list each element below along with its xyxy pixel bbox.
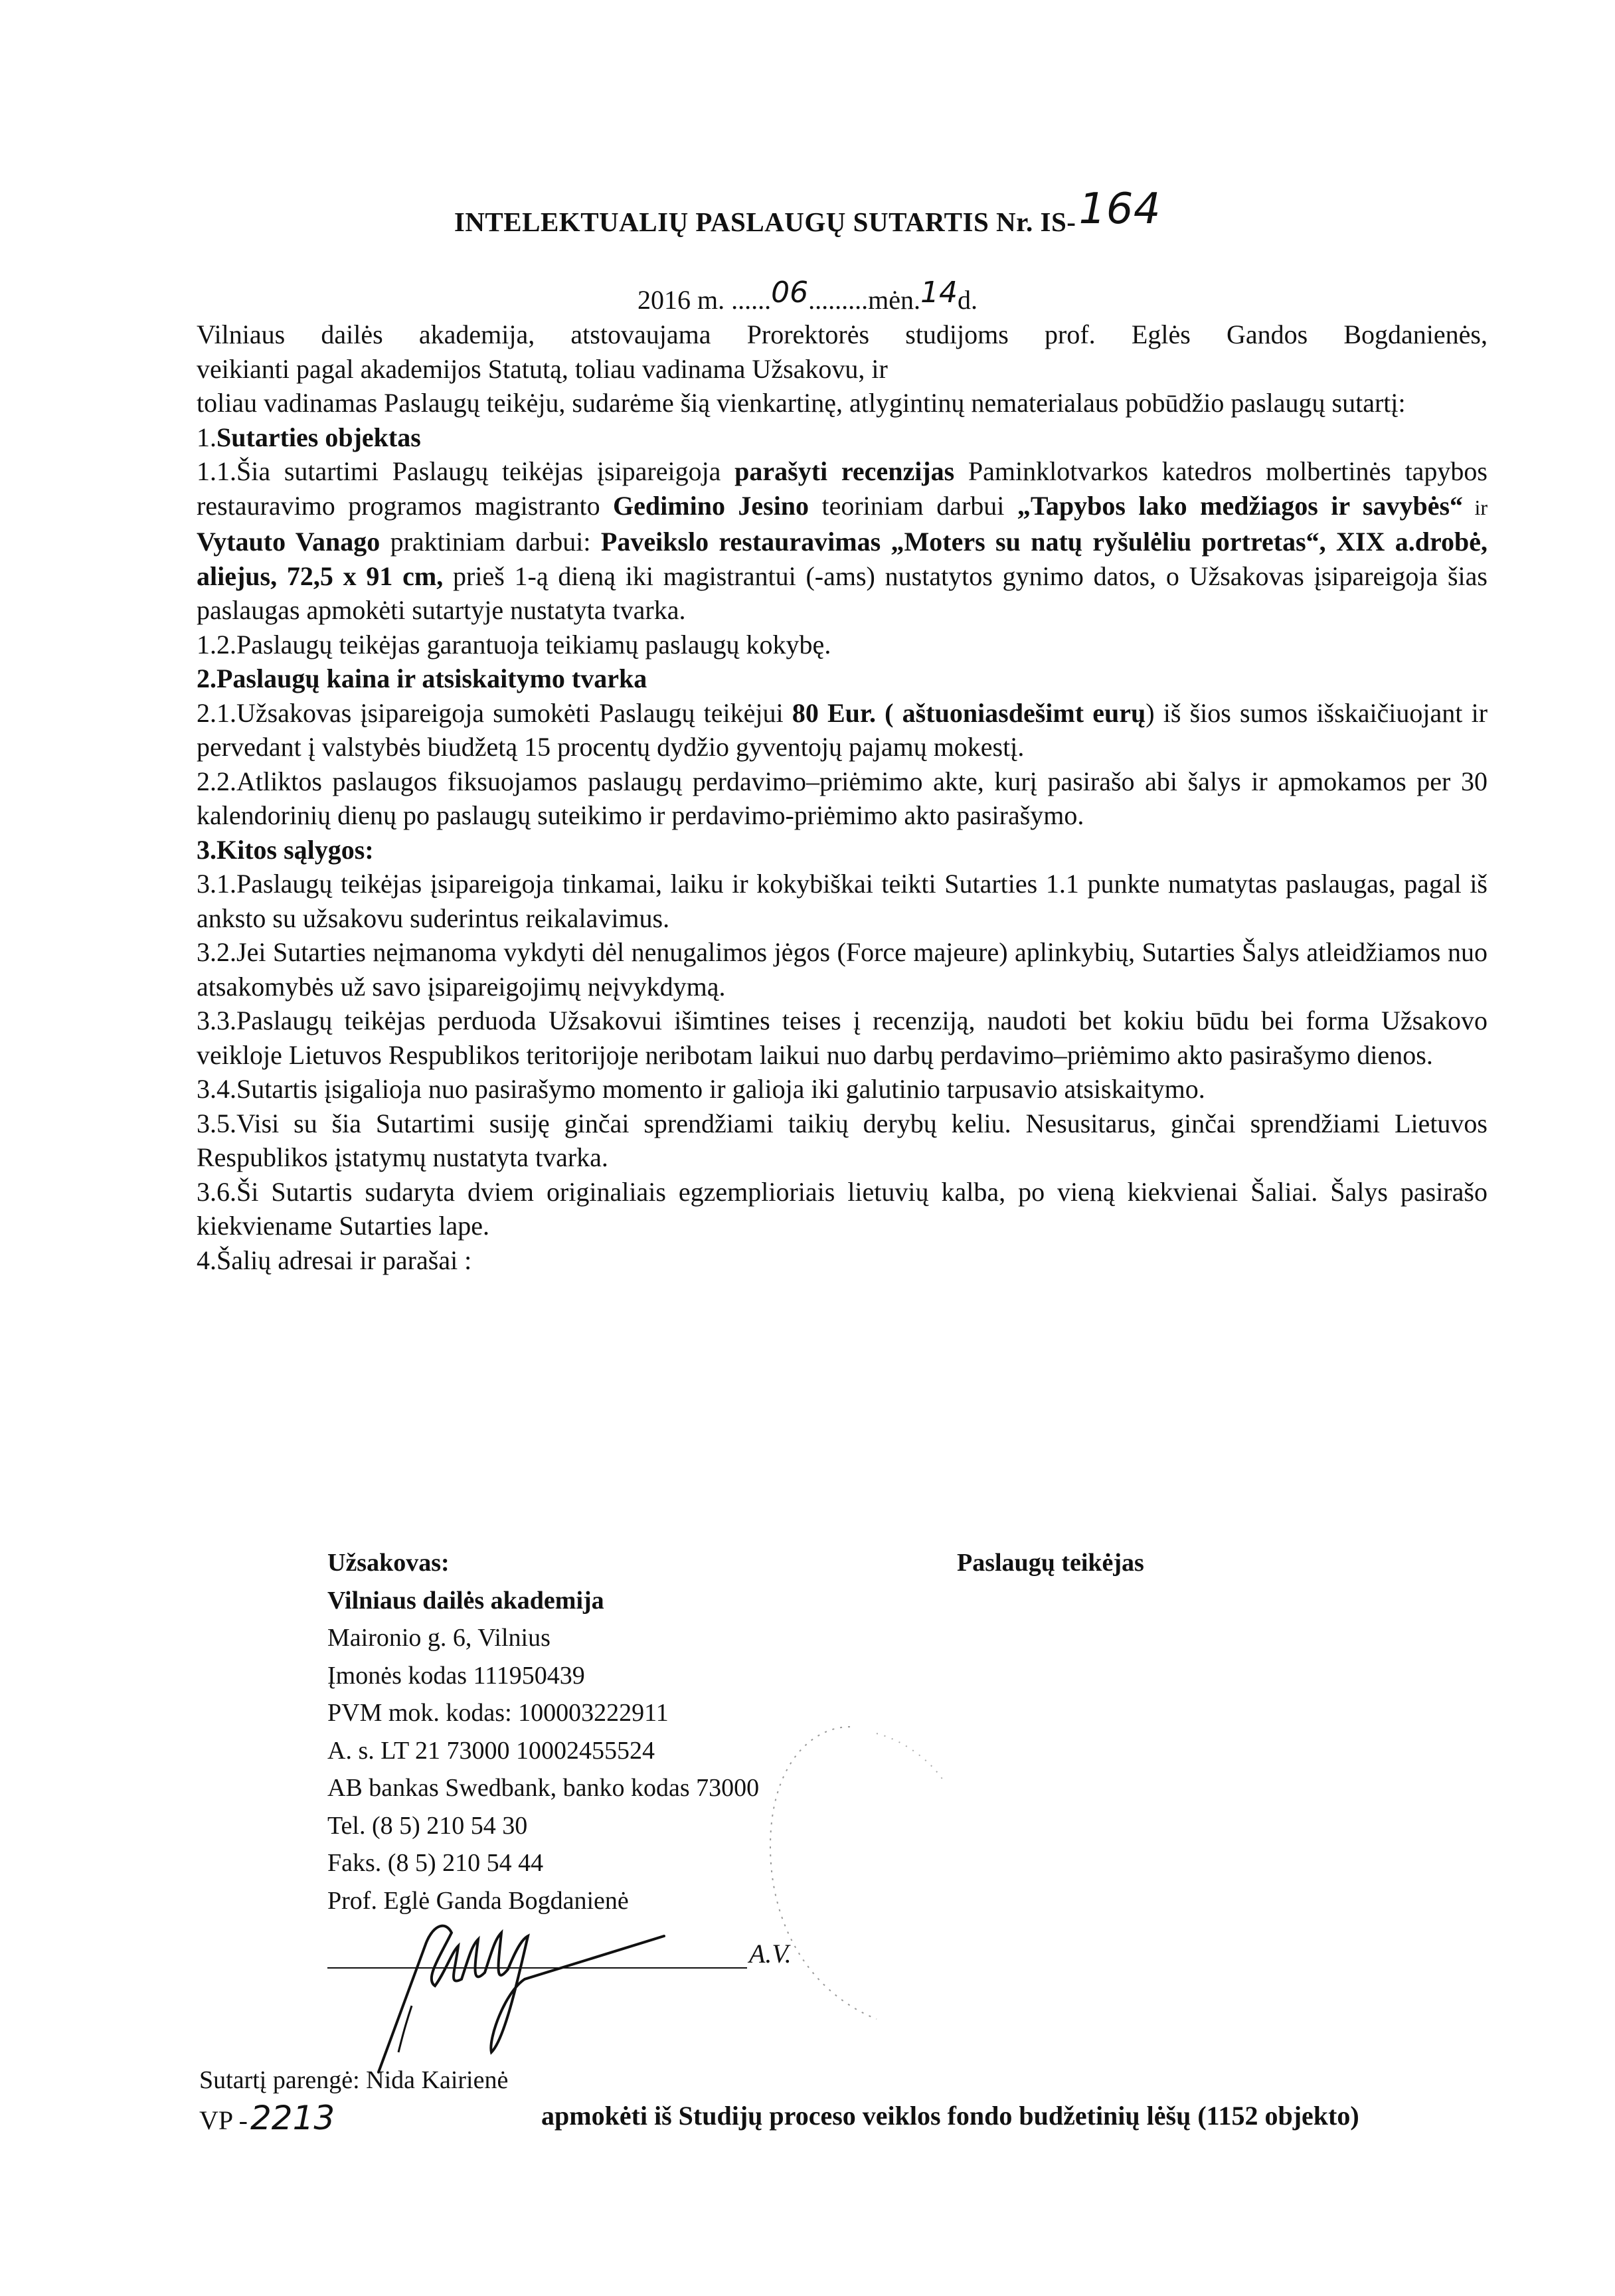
contract-number-handwritten: 164 — [1078, 185, 1161, 234]
customer-company-code: Įmonės kodas 111950439 — [327, 1661, 585, 1690]
section-3-heading: 3.Kitos sąlygos: — [197, 834, 374, 865]
date-month-label: mėn. — [868, 285, 920, 315]
date-dots: ...... — [731, 285, 772, 315]
date-month-handwritten: 06 — [771, 276, 809, 309]
intro-line-1: Vilniaus dailės akademija, atstovaujama Prorektorės studijoms prof. Eglės Gandos Bogdanienės, — [197, 319, 1488, 349]
clause-3-4: 3.4.Sutartis įsigalioja nuo pasirašymo momento ir galioja iki galutinio tarpusavio atsiskaitymo. — [197, 1074, 1205, 1104]
customer-signatory: Prof. Eglė Ganda Bogdanienė — [327, 1886, 629, 1915]
signature-icon — [372, 1906, 744, 2079]
prepared-by: Sutartį parengė: Nida Kairienė — [199, 2066, 509, 2094]
customer-vat-code: PVM mok. kodas: 100003222911 — [327, 1699, 669, 1727]
contract-body — [197, 317, 1488, 1277]
contract-date — [0, 276, 1615, 316]
customer-name: Vilniaus dailės akademija — [327, 1586, 604, 1615]
date-day-handwritten: 14 — [920, 276, 958, 309]
date-dots: ......... — [808, 285, 869, 315]
clause-3-2: 3.2.Jei Sutarties neįmanoma vykdyti dėl nenugalimos jėgos (Force majeure) aplinkybių, Sutarties Šalys atleidžiamos nuo atsakomybės už savo įsipareigojimų neįvykdymą. — [197, 937, 1488, 1002]
intro-line-2: veikianti pagal akademijos Statutą, toliau vadinama Užsakovu, ir — [197, 353, 888, 384]
section-1-heading: 1.Sutarties objektas — [197, 422, 421, 452]
vp-number-handwritten: 2213 — [250, 2099, 335, 2137]
date-day-label: d. — [958, 285, 978, 315]
stamp-label: A.V. — [749, 1939, 792, 1969]
section-2-heading: 2.Paslaugų kaina ir atsiskaitymo tvarka — [197, 663, 647, 693]
clause-2-2: 2.2.Atliktos paslaugos fiksuojamos paslaugų perdavimo–priėmimo akte, kurį pasirašo abi šalys ir apmokamos per 30 kalendorinių dienų po paslaugų suteikimo ir perdavimo-priėmimo akto pasirašymo. — [197, 766, 1488, 830]
date-year: 2016 m. — [638, 285, 725, 315]
contract-title — [0, 185, 1615, 242]
customer-account: A. s. LT 21 73000 10002455524 — [327, 1736, 655, 1765]
intro-line-3: toliau vadinamas Paslaugų teikėju, sudarėme šią vienkartinę, atlygintinų nematerialaus pobūdžio paslaugų sutartį: — [197, 388, 1406, 418]
clause-1-1: 1.1.Šia sutartimi Paslaugų teikėjas įsipareigoja parašyti recenzijas Paminklotvarkos katedros molbertinės tapybos restauravimo programos magistranto Gedimino Jesino teoriniam darbui „Tapybos lako medžiagos ir savybės“ ir Vytauto Vanago praktiniam darbui: Paveikslo restauravimas „Moters su natų ryšulėliu portretas“, XIX a.drobė, aliejus, 72,5 x 91 cm, prieš 1-ą dieną iki magistrantui (-ams) nustatytos gynimo datos, o Užsakovas įsipareigoja šias paslaugas apmokėti sutartyje nustatyta tvarka. — [197, 456, 1488, 625]
payment-note: apmokėti iš Studijų proceso veiklos fondo budžetinių lėšų (1152 objekto) — [541, 2101, 1359, 2131]
customer-label: Užsakovas: — [327, 1549, 450, 1577]
stamp-icon — [744, 1714, 956, 2032]
signature-line — [327, 1967, 747, 1969]
customer-fax: Faks. (8 5) 210 54 44 — [327, 1849, 544, 1877]
section-4-heading: 4.Šalių adresai ir parašai : — [197, 1245, 472, 1275]
clause-3-1: 3.1.Paslaugų teikėjas įsipareigoja tinkamai, laiku ir kokybiškai teikti Sutarties 1.1 punkte numatytas paslaugas, pagal iš anksto su užsakovu suderintus reikalavimus. — [197, 869, 1488, 933]
customer-address: Maironio g. 6, Vilnius — [327, 1624, 551, 1652]
customer-phone: Tel. (8 5) 210 54 30 — [327, 1811, 528, 1840]
clause-3-6: 3.6.Ši Sutartis sudaryta dviem originaliais egzemplioriais lietuvių kalba, po vieną kiekvienai Šaliai. Šalys pasirašo kiekviename Sutarties lape. — [197, 1176, 1488, 1241]
clause-3-3: 3.3.Paslaugų teikėjas perduoda Užsakovui išimtines teises į recenziją, naudoti bet kokiu būdu bei forma Užsakovo veikloje Lietuvos Respublikos teritorijoje neribotam laikui nuo darbų perdavimo–priėmimo akto pasirašymo dienos. — [197, 1006, 1488, 1070]
clause-2-1: 2.1.Užsakovas įsipareigoja sumokėti Paslaugų teikėjui 80 Eur. ( aštuoniasdešimt eurų) iš šios sumos išskaičiuojant ir pervedant į valstybės biudžetą 15 procentų dydžio gyventojų pajamų mokestį. — [197, 697, 1488, 762]
provider-label: Paslaugų teikėjas — [957, 1549, 1144, 1577]
clause-3-5: 3.5.Visi su šia Sutartimi susiję ginčai sprendžiami taikių derybų keliu. Nesusitarus, ginčai sprendžiami Lietuvos Respublikos įstatymų nustatyta tvarka. — [197, 1108, 1488, 1172]
vp-number: VP -2213 — [199, 2099, 335, 2137]
clause-1-2: 1.2.Paslaugų teikėjas garantuoja teikiamų paslaugų kokybę. — [197, 629, 831, 660]
contract-title-text: INTELEKTUALIŲ PASLAUGŲ SUTARTIS Nr. IS- — [454, 207, 1076, 237]
customer-bank: AB bankas Swedbank, banko kodas 73000 — [327, 1774, 760, 1802]
